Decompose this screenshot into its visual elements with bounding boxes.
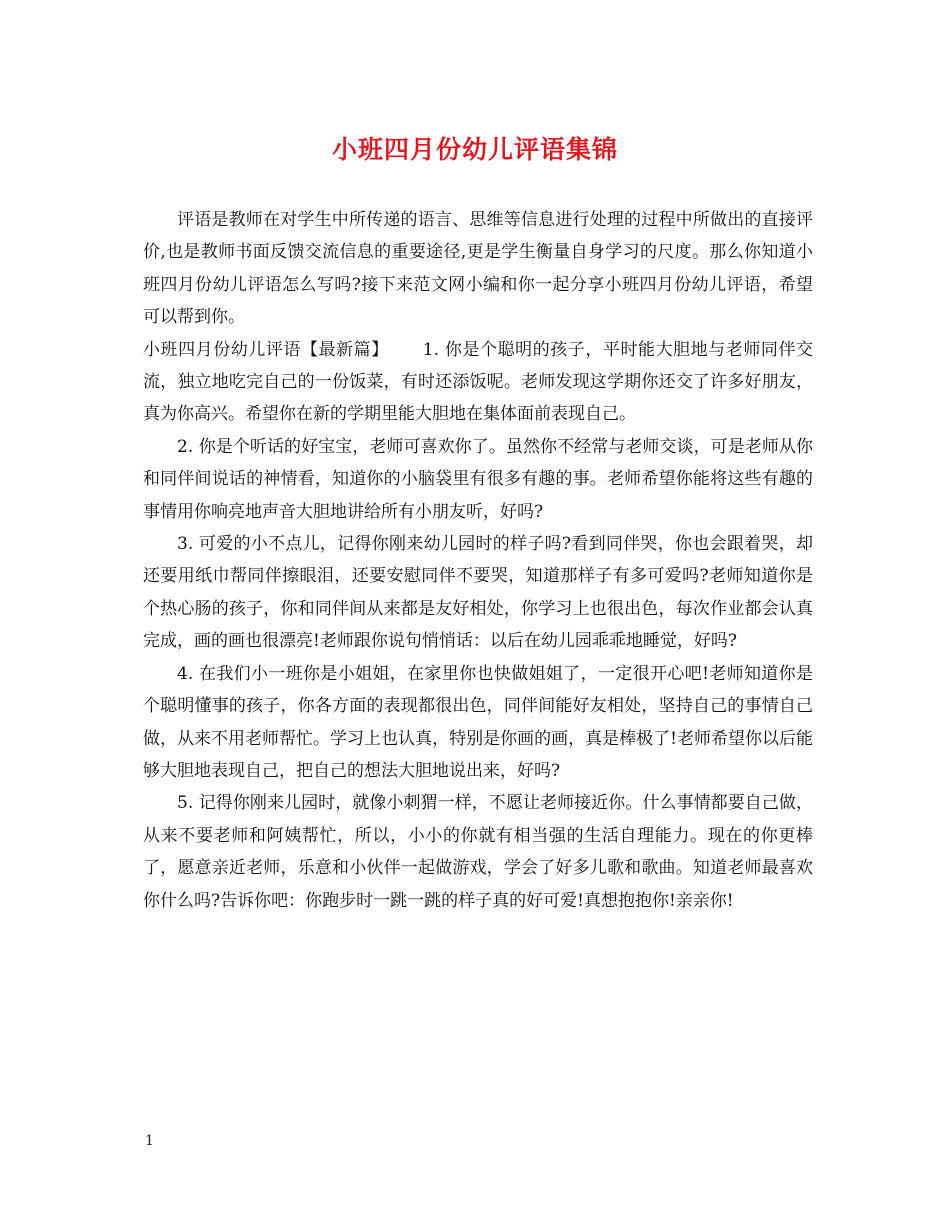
item-paragraph-3: 3. 可爱的小不点儿，记得你刚来幼儿园时的样子吗?看到同伴哭，你也会跟着哭，却还要用纸巾帮同伴擦眼泪，还要安慰同伴不要哭，知道那样子有多可爱吗?老师知道你是个热心肠的孩子，你和同伴间从来都是友好相处，你学习上也很出色，每次作业都会认真完成，画的画也很漂亮!老师跟你说句悄悄话：以后在幼儿园乖乖地睡觉，好吗? [143, 534, 813, 652]
section-heading: 小班四月份幼儿评语【最新篇】 [143, 339, 389, 360]
item-paragraph-2: 2. 你是个听话的好宝宝，老师可喜欢你了。虽然你不经常与老师交谈，可是老师从你和同伴间说话的神情看，知道你的小脑袋里有很多有趣的事。老师希望你能将这些有趣的事情用你响亮地声音大胆地讲给所有小朋友听，好吗? [143, 436, 813, 522]
intro-paragraph: 评语是教师在对学生中所传递的语言、思维等信息进行处理的过程中所做出的直接评价,也是教师书面反馈交流信息的重要途径,更是学生衡量自身学习的尺度。那么你知道小班四月份幼儿评语怎么写吗?接下来范文网小编和你一起分享小班四月份幼儿评语，希望可以帮到你。 [143, 210, 813, 328]
document-body [143, 204, 813, 917]
document-title: 小班四月份幼儿评语集锦 [331, 135, 618, 164]
section-block [143, 334, 813, 431]
item-paragraph-4: 4. 在我们小一班你是小姐姐，在家里你也快做姐姐了，一定很开心吧!老师知道你是个聪明懂事的孩子，你各方面的表现都很出色，同伴间能好友相处，坚持自己的事情自己做，从来不用老师帮忙。学习上也认真，特别是你画的画，真是棒极了!老师希望你以后能够大胆地表现自己，把自己的想法大胆地说出来，好吗? [143, 663, 813, 781]
item-paragraph-5: 5. 记得你刚来儿园时，就像小刺猬一样，不愿让老师接近你。什么事情都要自己做，从来不要老师和阿姨帮忙，所以，小小的你就有相当强的生活自理能力。现在的你更棒了，愿意亲近老师，乐意和小伙伴一起做游戏，学会了好多儿歌和歌曲。知道老师最喜欢你什么吗?告诉你吧：你跑步时一跳一跳的样子真的好可爱!真想抱抱你!亲亲你! [143, 793, 813, 911]
item-paragraph-1: 1. 你是个聪明的孩子，平时能大胆地与老师同伴交流，独立地吃完自己的一份饭菜，有时还添饭呢。老师发现这学期你还交了许多好朋友，真为你高兴。希望你在新的学期里能大胆地在集体面前表现自己。 [143, 339, 813, 425]
page-number: 1 [145, 1133, 154, 1149]
